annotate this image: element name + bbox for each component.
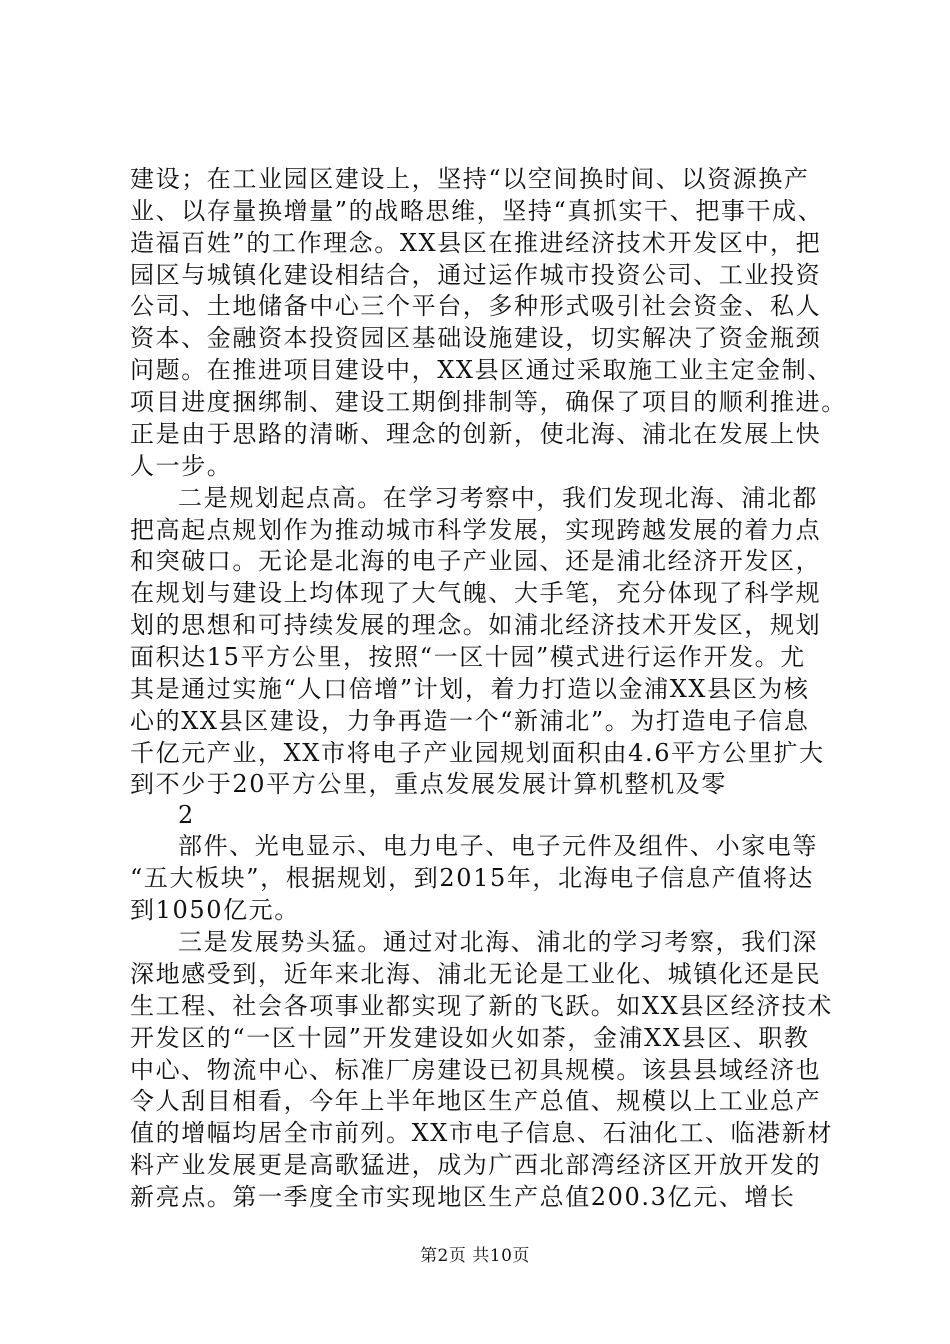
body-line: 料产业发展更是高歌猛进，成为广西北部湾经济区开放开发的	[130, 1151, 822, 1179]
body-line: 划的思想和可持续发展的理念。如浦北经济技术开发区，规划	[130, 611, 822, 639]
body-line: 到1050亿元。	[130, 896, 300, 924]
body-line: 建设；在工业园区建设上，坚持“以空间换时间、以资源换产	[130, 165, 810, 193]
body-line: 把高起点规划作为推动城市科学发展，实现跨越发展的着力点	[130, 516, 822, 544]
body-line: 和突破口。无论是北海的电子产业园、还是浦北经济开发区，	[130, 547, 822, 575]
body-line: 其是通过实施“人口倍增”计划，着力打造以金浦XX县区为核	[130, 675, 810, 703]
body-line: 千亿元产业，XX市将电子产业园规划面积由4.6平方公里扩大	[130, 739, 825, 767]
body-line: 值的增幅均居全市前列。XX市电子信息、石油化工、临港新材	[130, 1119, 833, 1147]
paragraph-first-line: 部件、光电显示、电力电子、电子元件及组件、小家电等	[178, 832, 818, 860]
body-line: 造福百姓”的工作理念。XX县区在推进经济技术开发区中，把	[130, 229, 822, 257]
body-line: 正是由于思路的清晰、理念的创新，使北海、浦北在发展上快	[130, 420, 822, 448]
body-line: 园区与城镇化建设相结合，通过运作城市投资公司、工业投资	[130, 261, 822, 289]
body-line: 开发区的“一区十园”开发建设如火如荼，金浦XX县区、职教	[130, 1024, 810, 1052]
body-line: 问题。在推进项目建设中，XX县区通过采取施工业主定金制、	[130, 356, 833, 384]
body-line: 在规划与建设上均体现了大气魄、大手笔，充分体现了科学规	[130, 579, 822, 607]
body-line: “五大板块”，根据规划，到2015年，北海电子信息产值将达	[130, 864, 815, 892]
body-line: 中心、物流中心、标准厂房建设已初具规模。该县县域经济也	[130, 1056, 822, 1084]
body-line: 新亮点。第一季度全市实现地区生产总值200.3亿元、增长	[130, 1183, 796, 1211]
body-line: 令人刮目相看，今年上半年地区生产总值、规模以上工业总产	[130, 1087, 822, 1115]
paragraph-first-line: 三是发展势头猛。通过对北海、浦北的学习考察，我们深	[178, 928, 818, 956]
body-line: 人一步。	[130, 452, 233, 480]
body-line: 心的XX县区建设，力争再造一个“新浦北”。为打造电子信息	[130, 707, 810, 735]
body-line: 深地感受到，近年来北海、浦北无论是工业化、城镇化还是民	[130, 960, 822, 988]
paragraph-first-line: 二是规划起点高。在学习考察中，我们发现北海、浦北都	[178, 484, 818, 512]
body-line: 生工程、社会各项事业都实现了新的飞跃。如XX县区经济技术	[130, 992, 833, 1020]
page-marker: 2	[178, 801, 194, 829]
page-footer: 第2页 共10页	[420, 1246, 530, 1266]
body-line: 到不少于20平方公里，重点发展发展计算机整机及零	[130, 770, 727, 798]
body-line: 资本、金融资本投资园区基础设施建设，切实解决了资金瓶颈	[130, 324, 822, 352]
body-line: 业、以存量换增量”的战略思维，坚持“真抓实干、把事干成、	[130, 197, 824, 225]
body-line: 面积达15平方公里，按照“一区十园”模式进行运作开发。尤	[130, 643, 806, 671]
body-line: 公司、土地储备中心三个平台，多种形式吸引社会资金、私人	[130, 292, 822, 320]
body-line: 项目进度捆绑制、建设工期倒排制等，确保了项目的顺利推进。	[130, 388, 847, 416]
